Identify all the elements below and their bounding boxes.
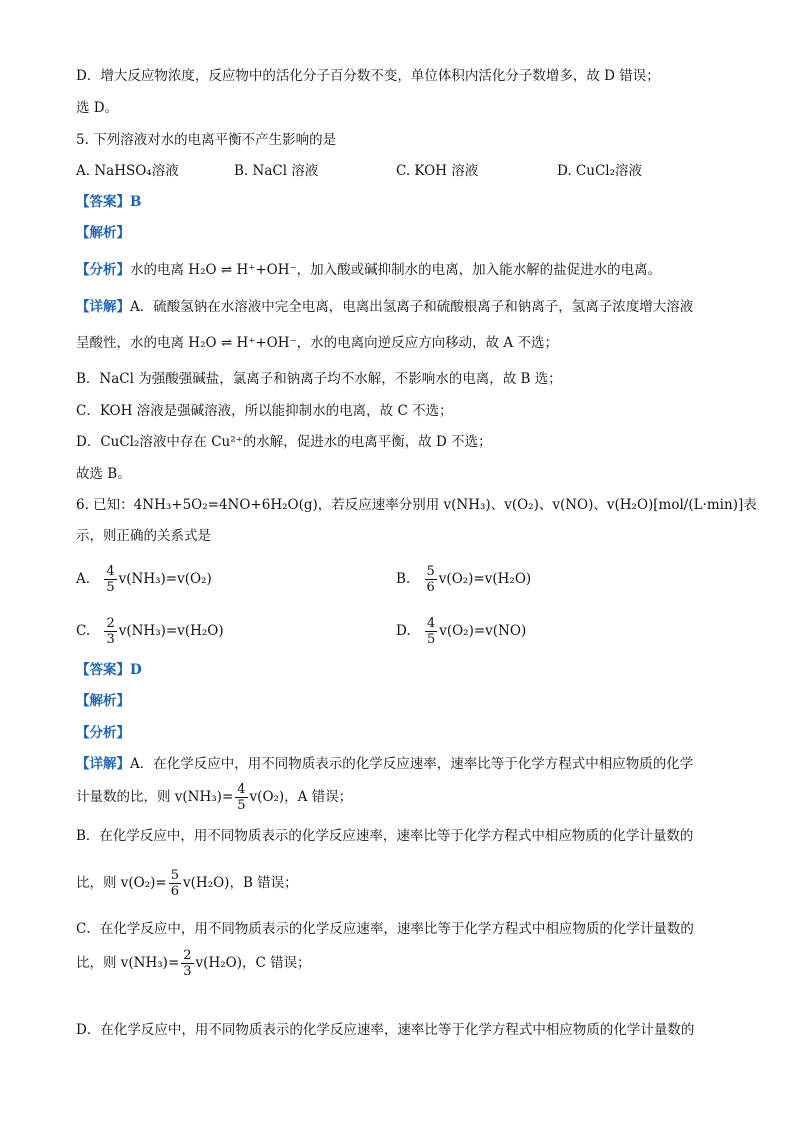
text-line: D．增大反应物浓度，反应物中的活化分子百分数不变，单位体积内活化分子数增多，故 D 错误； xyxy=(76,68,660,84)
xiangjie-tag: 【详解】 xyxy=(76,299,130,315)
question-6: 6. 已知：4NH₃+5O₂=4NO+6H₂O(g)，若反应速率分别用 v(NH₃)、v(O₂)、v(NO)、v(H₂O)[mol/(L·min)]表 xyxy=(76,497,757,513)
xiangjie-tag: 【详解】 xyxy=(76,756,130,772)
option-b: B. NaCl 溶液 xyxy=(234,163,319,179)
text-line: 示，则正确的关系式是 xyxy=(76,528,211,544)
question-5: 5. 下列溶液对水的电离平衡不产生影响的是 xyxy=(76,132,337,148)
fraction: $\frac{2}{3}$ xyxy=(183,948,192,979)
text-line: C．在化学反应中，用不同物质表示的化学反应速率，速率比等于化学方程式中相应物质的化学计量数的 xyxy=(76,921,694,937)
option-d: D. CuCl₂溶液 xyxy=(557,163,643,179)
answer-tag: 【答案】D xyxy=(76,662,142,678)
text-line: B．NaCl 为强酸强碱盐，氯离子和钠离子均不水解，不影响水的电离，故 B 选； xyxy=(76,371,562,387)
text-line: C．KOH 溶液是强碱溶液，所以能抑制水的电离，故 C 不选； xyxy=(76,403,453,419)
fenxi-text: 水的电离 H₂O ⇌ H⁺+OH⁻，加入酸或碱抑制水的电离，加入能水解的盐促进水的电离。 xyxy=(130,262,662,278)
fenxi-tag: 【分析】 xyxy=(76,262,130,278)
text-line: 计量数的比，则 v(NH₃)= $\frac{4}{5}$ v(O₂)，A 错误； xyxy=(76,782,353,813)
fenxi-tag: 【分析】 xyxy=(76,725,130,741)
fraction: $\frac{4}{5}$ xyxy=(106,564,115,595)
xiangjie-text: A．硫酸氢钠在水溶液中完全电离，电离出氢离子和硫酸根离子和钠离子，氢离子浓度增大溶液 xyxy=(130,299,694,315)
text-line: B．在化学反应中，用不同物质表示的化学反应速率，速率比等于化学方程式中相应物质的化学计量数的 xyxy=(76,828,694,844)
option-d: D. $\frac{4}{5}$ v(O₂)=v(NO) xyxy=(396,616,527,647)
text-line: 【详解】A．在化学反应中，用不同物质表示的化学反应速率，速率比等于化学方程式中相应物质的化学 xyxy=(76,756,694,772)
option-c: C. $\frac{2}{3}$ v(NH₃)=v(H₂O) xyxy=(76,616,224,647)
text-line: D．在化学反应中，用不同物质表示的化学反应速率，速率比等于化学方程式中相应物质的化学计量数的 xyxy=(76,1022,695,1038)
text-line xyxy=(76,299,693,315)
fraction: $\frac{2}{3}$ xyxy=(106,616,115,647)
text-line xyxy=(76,262,661,278)
text-line: 选 D。 xyxy=(76,100,119,116)
option-a: A. NaHSO₄溶液 xyxy=(76,163,179,179)
fraction: $\frac{5}{6}$ xyxy=(170,868,180,899)
text-line: 比，则 v(NH₃)= $\frac{2}{3}$ v(H₂O)，C 错误； xyxy=(76,948,311,979)
analysis-tag: 【解析】 xyxy=(76,693,130,709)
text-line: 呈酸性，水的电离 H₂O ⇌ H⁺+OH⁻，水的电离向逆反应方向移动，故 A 不选； xyxy=(76,335,558,351)
fraction: $\frac{4}{5}$ xyxy=(426,616,436,647)
option-a: A. $\frac{4}{5}$ v(NH₃)=v(O₂) xyxy=(76,564,212,595)
text-line: 故选 B。 xyxy=(76,466,131,482)
option-b: B. $\frac{5}{6}$ v(O₂)=v(H₂O) xyxy=(396,564,532,595)
text-line: D．CuCl₂溶液中存在 Cu²⁺的水解，促进水的电离平衡，故 D 不选； xyxy=(76,434,492,450)
fraction: $\frac{4}{5}$ xyxy=(237,782,246,813)
option-c: C. KOH 溶液 xyxy=(396,163,479,179)
answer-tag: 【答案】B xyxy=(76,194,142,210)
analysis-tag: 【解析】 xyxy=(76,225,130,241)
fraction: $\frac{5}{6}$ xyxy=(426,564,435,595)
text-line: 比，则 v(O₂)= $\frac{5}{6}$ v(H₂O)，B 错误； xyxy=(76,868,298,899)
